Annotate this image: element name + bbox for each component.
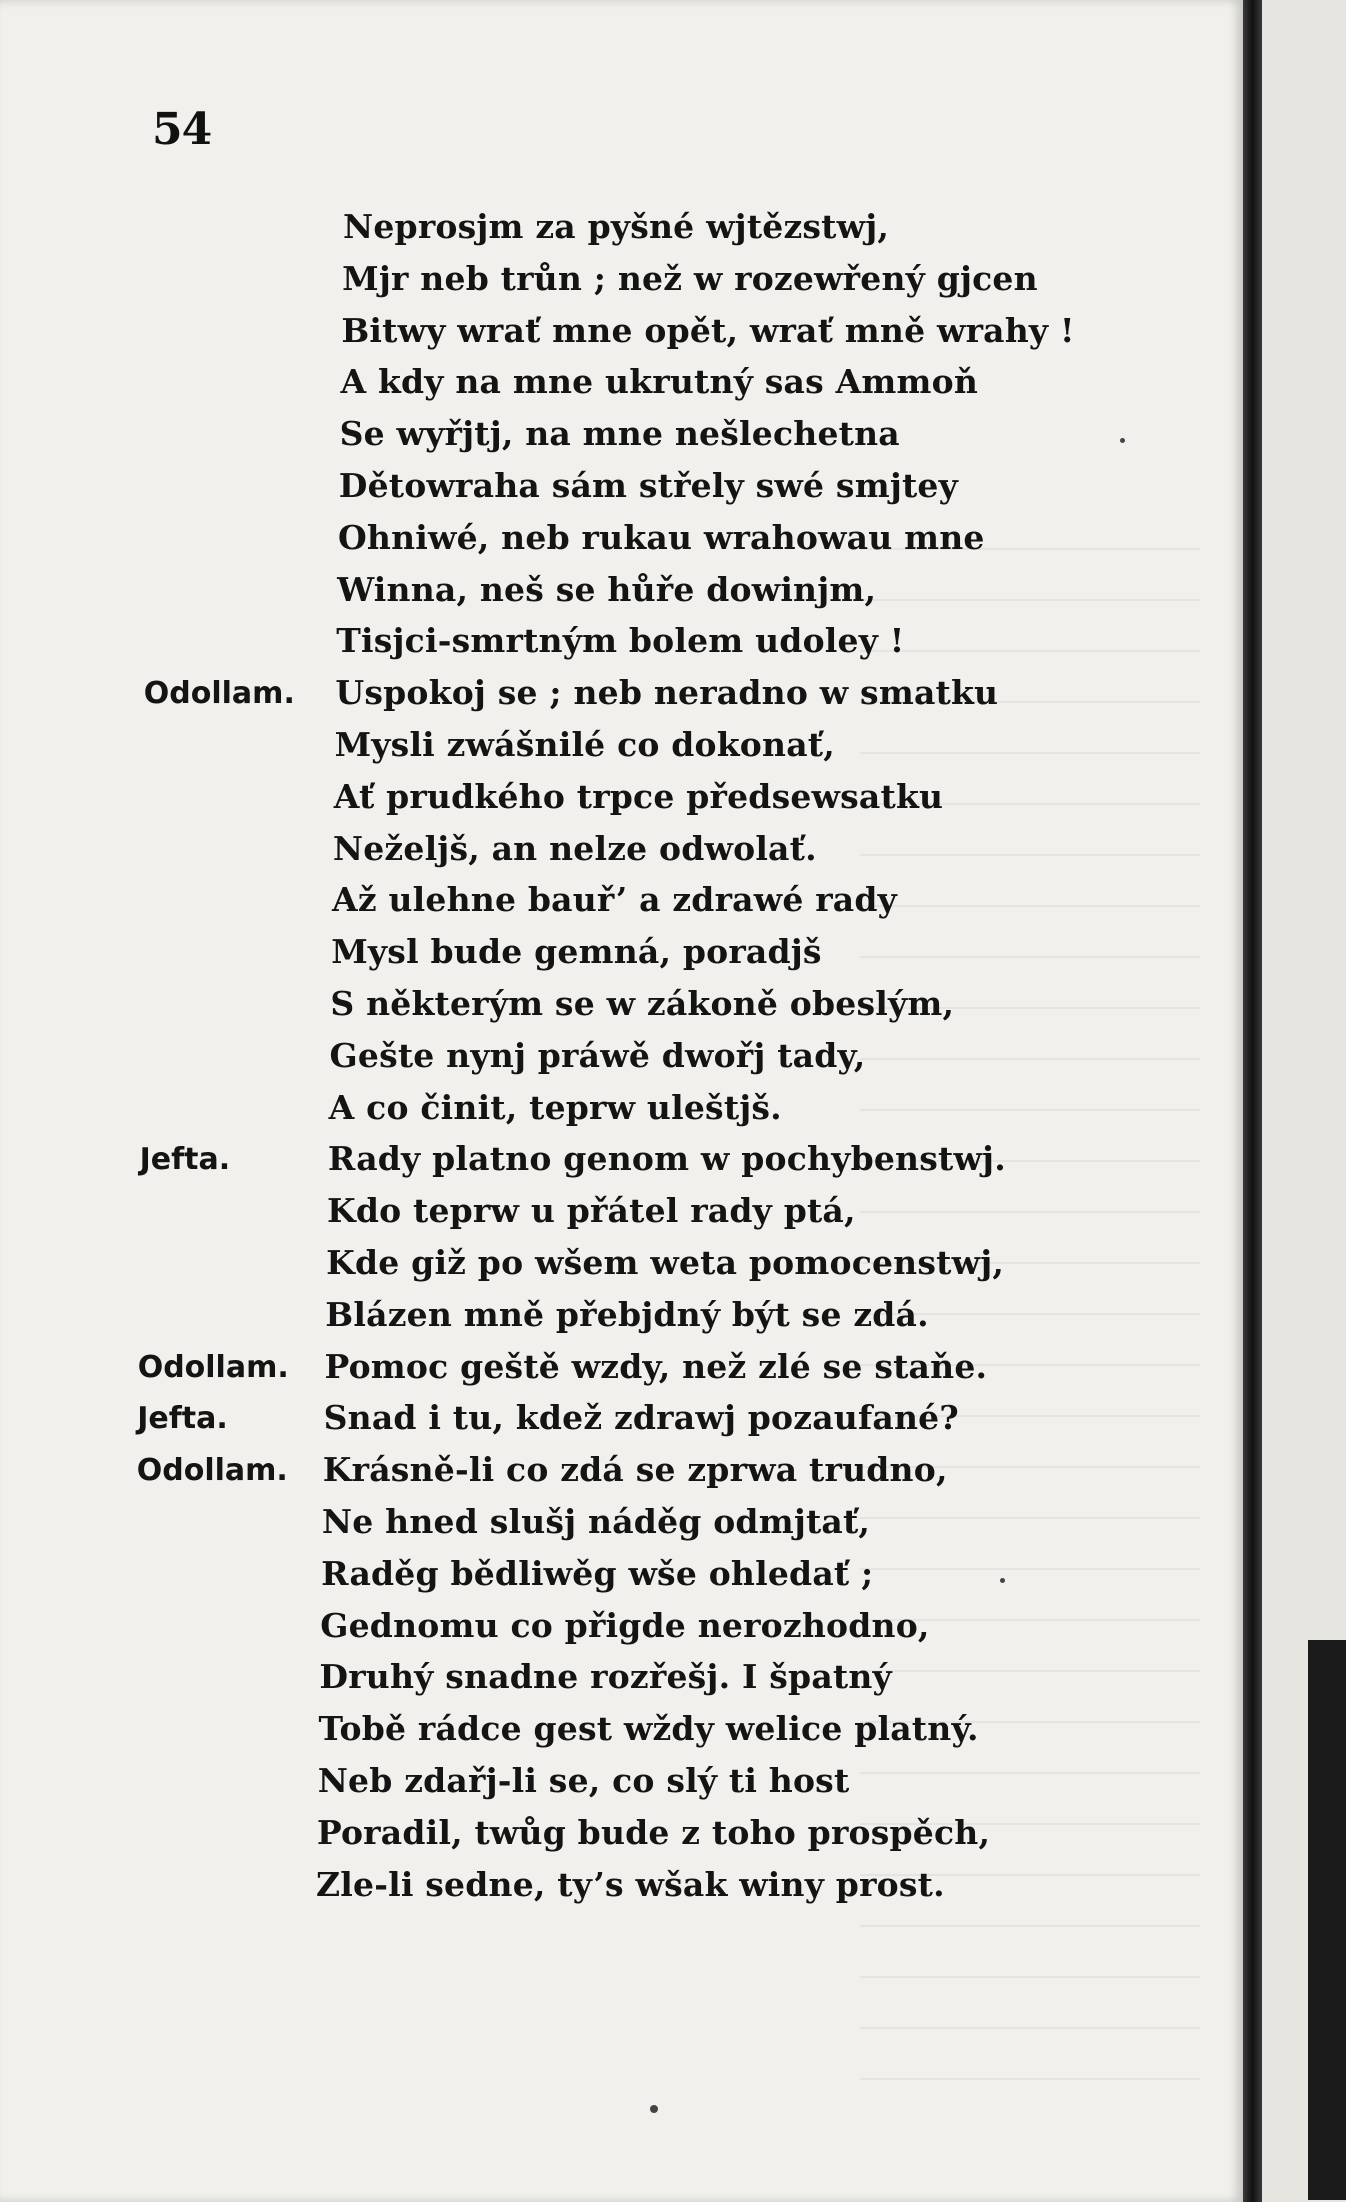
verse-line: Až ulehne bauř’ a zdrawé rady bbox=[332, 880, 898, 920]
verse-line: Pomoc geště wzdy, než zlé se staňe. bbox=[324, 1346, 988, 1386]
verse-line: Gednomu co přigde nerozhodno, bbox=[320, 1605, 930, 1645]
verse-line: Druhý snadne rozřešj. I špatný bbox=[319, 1657, 892, 1697]
verse-line: A co činit, teprw uleštjš. bbox=[328, 1087, 782, 1127]
speaker-label: Jefta. bbox=[139, 1142, 231, 1178]
ink-speck bbox=[1000, 1578, 1005, 1583]
verse-line: Ohniwé, neb rukau wrahowau mne bbox=[337, 517, 985, 557]
verse-line: Blázen mně přebjdný být se zdá. bbox=[325, 1294, 929, 1334]
verse-line: Neb zdařj-li se, co slý ti host bbox=[317, 1761, 850, 1800]
verse-line: Uspokoj se ; neb neradno w smatku bbox=[335, 673, 999, 713]
verse-line: S některým se w zákoně obeslým, bbox=[330, 984, 955, 1023]
speaker-label: Jefta. bbox=[137, 1401, 228, 1437]
adjacent-page-edge bbox=[1262, 0, 1346, 2202]
verse-line: Dětowraha sám střely swé smjtey bbox=[338, 466, 958, 505]
verse-line: Rady platno genom w pochybenstwj. bbox=[327, 1139, 1006, 1179]
verse-line: Kde giž po wšem weta pomocenstwj, bbox=[326, 1243, 1005, 1282]
verse-line: Mjr neb trůn ; než w rozewřený gjcen bbox=[342, 258, 1038, 298]
verse-line: Se wyřjtj, na mne nešlechetna bbox=[339, 414, 900, 454]
verse-line: Kdo teprw u přátel rady ptá, bbox=[326, 1191, 856, 1231]
verse-line: Snad i tu, kdež zdrawj pozaufané? bbox=[323, 1398, 959, 1438]
book-gutter bbox=[1243, 0, 1262, 2202]
verse-line: Gešte nynj práwě dwořj tady, bbox=[329, 1035, 866, 1075]
speaker-label: Odollam. bbox=[143, 676, 295, 712]
speaker-label: Odollam. bbox=[136, 1453, 288, 1489]
verse-line: Tobě rádce gest wždy welice platný. bbox=[318, 1709, 979, 1749]
verse-line: A kdy na mne ukrutný sas Ammoň bbox=[340, 362, 979, 402]
verse-line: Mysli zwášnilé co dokonať, bbox=[334, 725, 835, 764]
verse-line: Ať prudkého trpce předsewsatku bbox=[333, 776, 944, 816]
verse-line: Krásně-li co zdá se zprwa trudno, bbox=[322, 1450, 948, 1490]
verse-line: Neželjš, an nelze odwolať. bbox=[332, 828, 817, 868]
verse-line: Mysl bude gemná, poradjš bbox=[331, 932, 822, 972]
page-number: 54 bbox=[152, 104, 212, 155]
verse-line: Raděg bědliwěg wše ohledať ; bbox=[321, 1553, 874, 1593]
verse-line: Zle-li sedne, ty’s wšak winy prost. bbox=[316, 1864, 945, 1904]
speaker-label: Odollam. bbox=[137, 1349, 289, 1385]
verse-line: Neprosjm za pyšné wjtězstwj, bbox=[343, 207, 890, 246]
ink-speck bbox=[1120, 438, 1125, 443]
scan-border bbox=[1308, 1640, 1346, 2200]
verse-line: Poradil, twůg bude z toho prospěch, bbox=[316, 1812, 991, 1852]
ink-speck bbox=[650, 2105, 658, 2113]
verse-line: Bitwy wrať mne opět, wrať mně wrahy ! bbox=[341, 310, 1075, 350]
verse-line: Winna, neš se hůře dowinjm, bbox=[337, 569, 877, 609]
verse-line: Tisjci-smrtným bolem udoley ! bbox=[336, 621, 905, 661]
verse-line: Ne hned slušj náděg odmjtať, bbox=[321, 1502, 871, 1541]
